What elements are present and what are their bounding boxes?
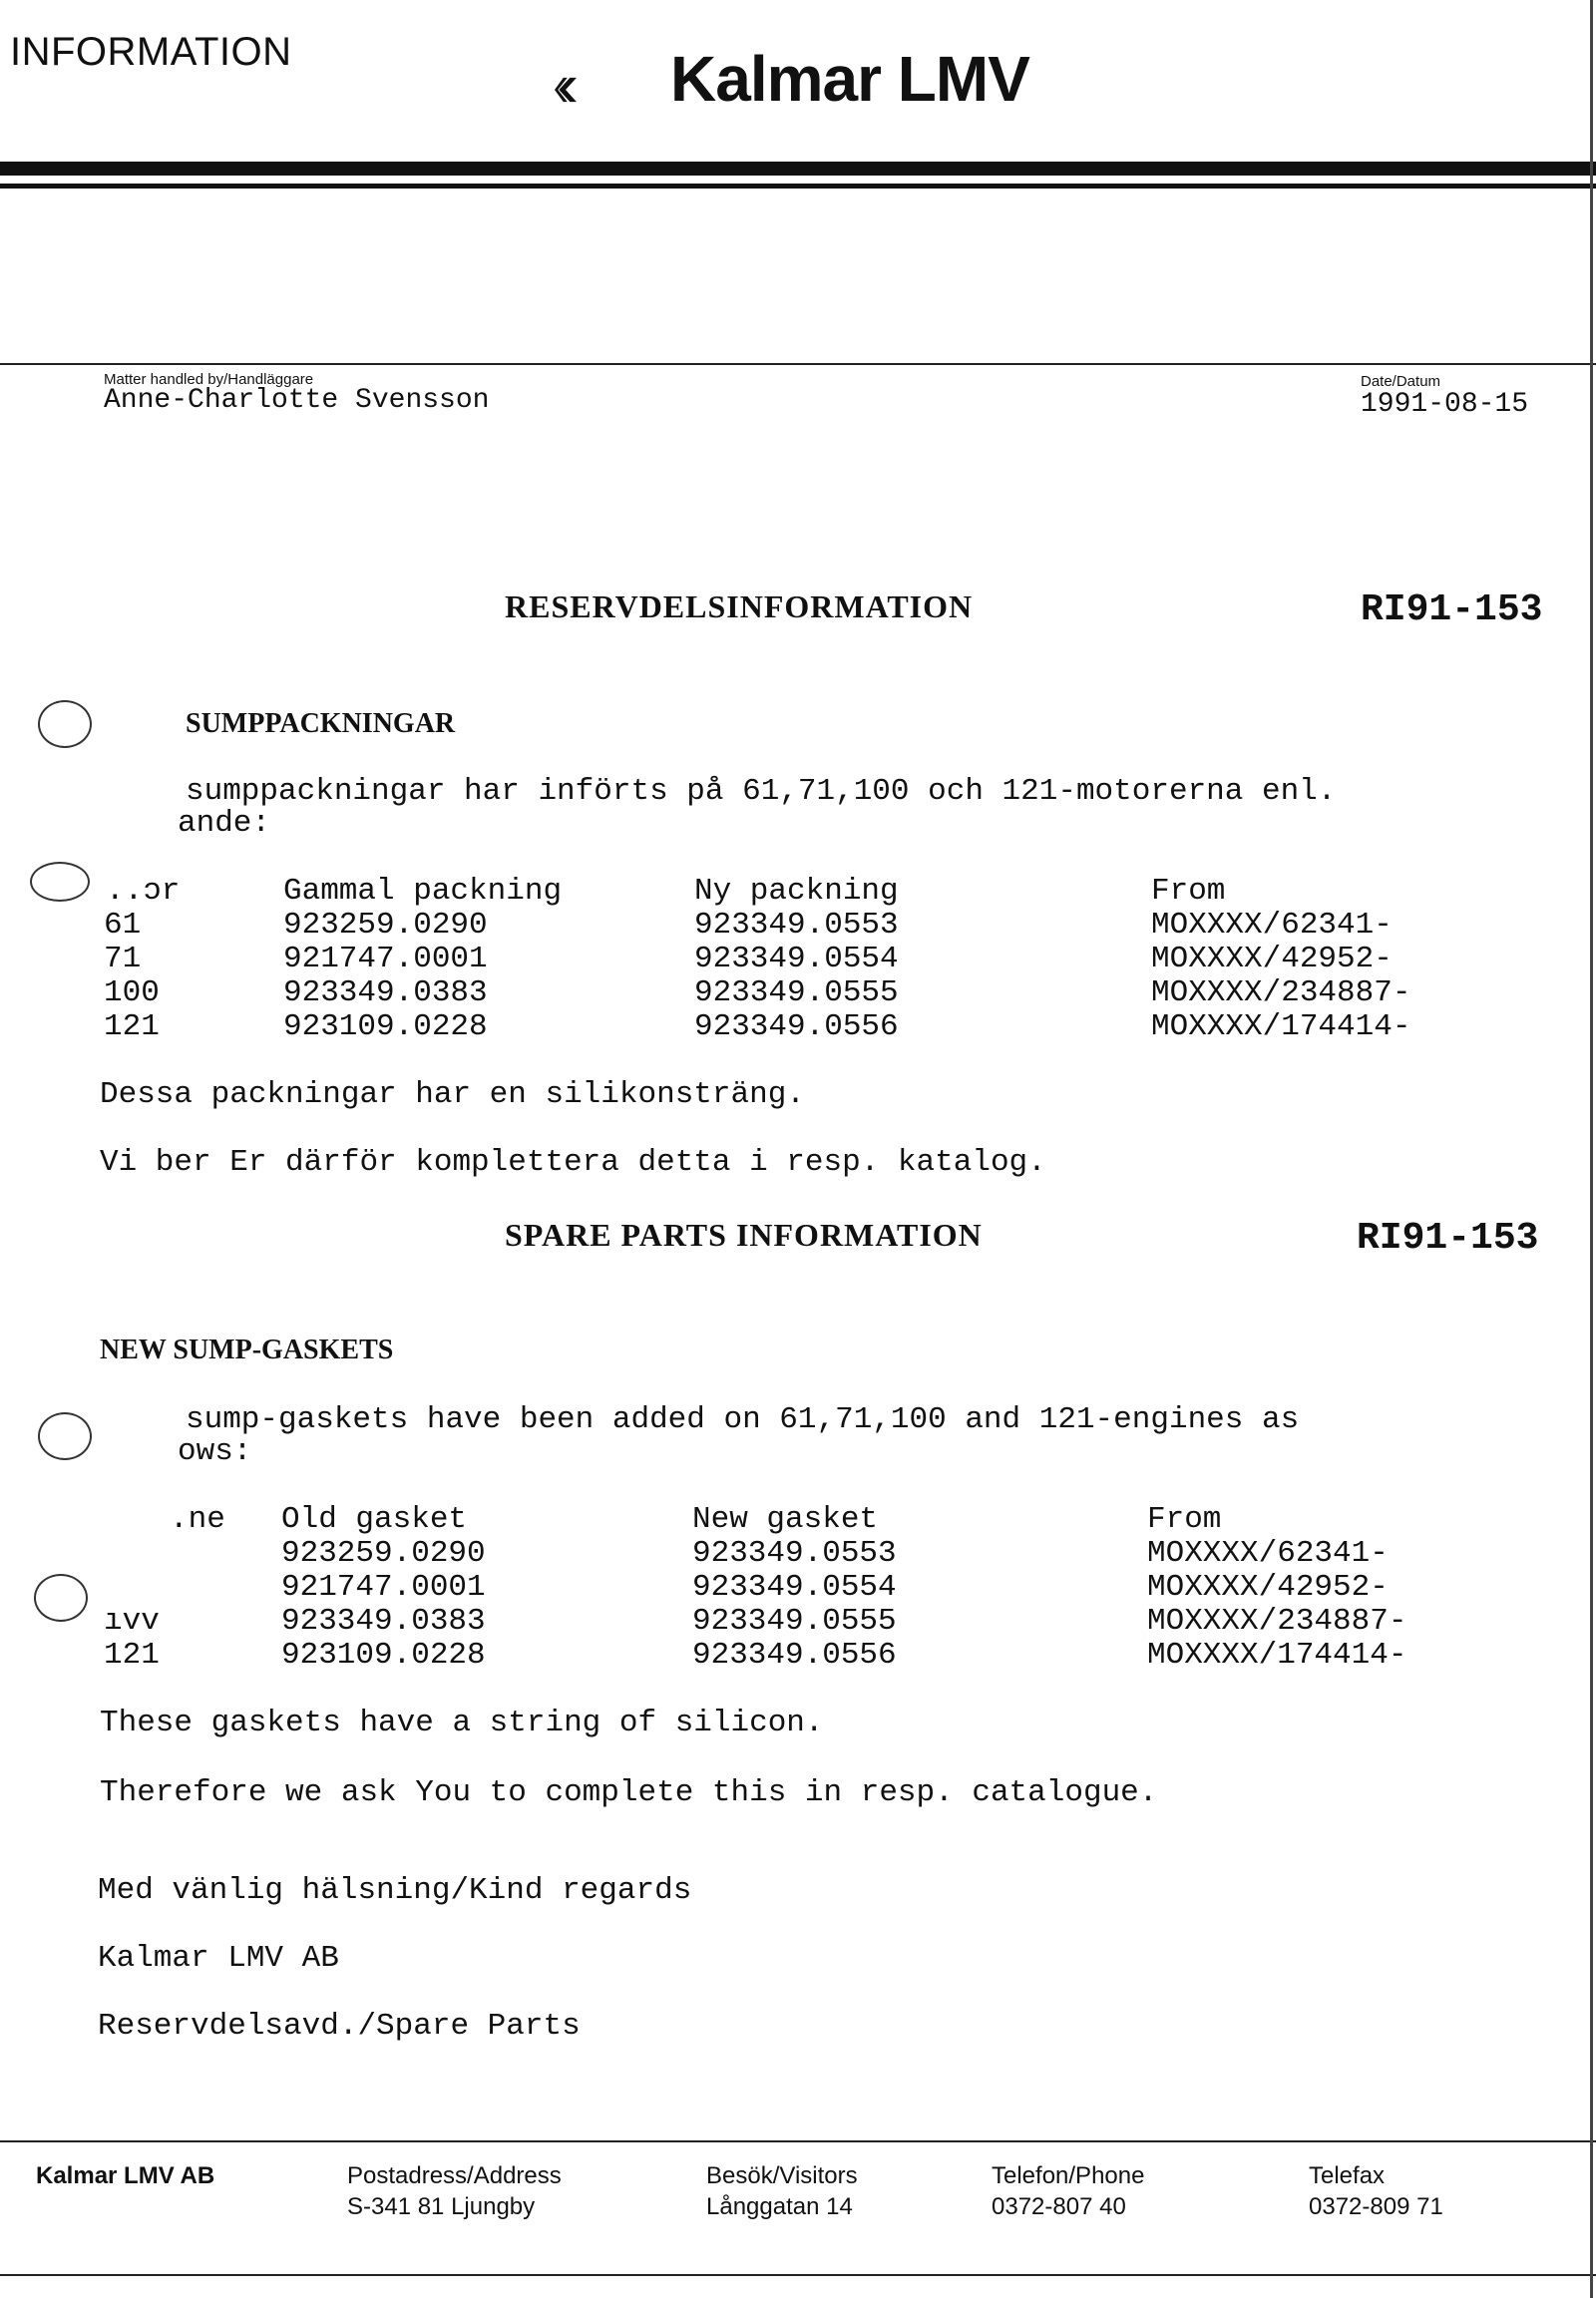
table-cell: 923349.0554	[692, 1570, 897, 1605]
swedish-title: RESERVDELSINFORMATION	[505, 588, 974, 624]
table-cell: 923349.0383	[283, 975, 488, 1010]
table-cell: 121	[104, 1638, 160, 1673]
footer-rule-top	[0, 2140, 1596, 2142]
swedish-intro-line2: ande:	[178, 806, 271, 841]
footer-visitors-value: Långgatan 14	[706, 2193, 853, 2220]
table-cell: 121	[104, 1009, 160, 1044]
header-rule-lower	[0, 363, 1596, 365]
punch-hole	[38, 700, 92, 748]
swedish-subtitle: SUMPPACKNINGAR	[186, 708, 456, 739]
swedish-ref: RI91-153	[1361, 588, 1543, 631]
table-cell: 923109.0228	[281, 1638, 486, 1673]
table-cell: 923349.0554	[694, 942, 899, 976]
closing-regards: Med vänlig hälsning/Kind regards	[98, 1873, 692, 1908]
table-cell: 100	[104, 975, 160, 1010]
table-cell: 61	[104, 908, 142, 943]
table-header-old: Gammal packning	[283, 874, 563, 909]
punch-hole	[30, 862, 90, 902]
english-note-silicon: These gaskets have a string of silicon.	[100, 1706, 824, 1740]
table-header-old: Old gasket	[281, 1502, 468, 1537]
swedish-intro-line1: sumppackningar har införts på 61,71,100 och 121-motorerna enl.	[186, 774, 1337, 809]
closing-company: Kalmar LMV AB	[98, 1941, 339, 1976]
table-cell: 71	[104, 942, 142, 976]
footer-visitors	[706, 2160, 858, 2222]
english-intro-line2: ows:	[178, 1434, 252, 1469]
handled-by-name: Anne-Charlotte Svensson	[104, 385, 490, 416]
table-cell: 923259.0290	[283, 908, 488, 943]
footer-postal	[347, 2160, 562, 2222]
footer-fax	[1309, 2160, 1443, 2222]
table-header-from: From	[1147, 1502, 1222, 1537]
footer-visitors-label: Besök/Visitors	[706, 2162, 858, 2189]
kalmar-logo-icon	[555, 30, 664, 150]
english-subtitle: NEW SUMP-GASKETS	[100, 1335, 394, 1365]
table-header-new: New gasket	[692, 1502, 879, 1537]
table-cell: MOXXXX/174414-	[1147, 1638, 1407, 1673]
english-ref: RI91-153	[1357, 1217, 1539, 1260]
table-cell: 921747.0001	[283, 942, 488, 976]
table-cell: 923349.0556	[692, 1638, 897, 1673]
footer-fax-label: Telefax	[1309, 2162, 1386, 2189]
closing-department: Reservdelsavd./Spare Parts	[98, 2009, 581, 2044]
handled-by-label: Matter handled by/Handläggare	[104, 371, 314, 388]
table-cell: MOXXXX/42952-	[1151, 942, 1393, 976]
page-edge	[1590, 0, 1593, 2298]
footer-postal-label: Postadress/Address	[347, 2162, 562, 2189]
logo-text: Kalmar LMV	[670, 43, 1029, 115]
table-cell: 921747.0001	[281, 1570, 486, 1605]
header-rule-thick	[0, 162, 1596, 176]
table-cell: 923349.0555	[694, 975, 899, 1010]
table-cell: 923349.0556	[694, 1009, 899, 1044]
footer-phone-label: Telefon/Phone	[992, 2162, 1145, 2189]
header-rule-thin	[0, 184, 1596, 189]
date-value: 1991-08-15	[1361, 389, 1529, 420]
table-cell: 923349.0553	[692, 1536, 897, 1571]
table-cell: 923349.0553	[694, 908, 899, 943]
table-cell: MOXXXX/174414-	[1151, 1009, 1411, 1044]
table-cell: 923349.0383	[281, 1604, 486, 1639]
table-header-engine: .ne	[170, 1502, 225, 1537]
table-cell: 923259.0290	[281, 1536, 486, 1571]
english-note-catalogue: Therefore we ask You to complete this in resp. catalogue.	[100, 1775, 1158, 1810]
swedish-note-silicone: Dessa packningar har en silikonsträng.	[100, 1077, 805, 1112]
table-cell: MOXXXX/42952-	[1147, 1570, 1389, 1605]
header-label: INFORMATION	[10, 30, 292, 74]
table-cell: MOXXXX/234887-	[1147, 1604, 1407, 1639]
table-header-motor: ..ɔr	[106, 874, 181, 909]
punch-hole	[38, 1412, 92, 1460]
footer-phone	[992, 2160, 1144, 2222]
table-header-from: From	[1151, 874, 1226, 909]
table-cell: 923109.0228	[283, 1009, 488, 1044]
table-cell: 923349.0555	[692, 1604, 897, 1639]
table-cell: MOXXXX/234887-	[1151, 975, 1411, 1010]
english-title: SPARE PARTS INFORMATION	[505, 1217, 983, 1253]
swedish-note-catalog: Vi ber Er därför komplettera detta i resp. katalog.	[100, 1145, 1046, 1180]
footer-company: Kalmar LMV AB	[36, 2162, 215, 2189]
punch-hole	[34, 1574, 88, 1622]
footer-phone-value: 0372-807 40	[992, 2193, 1126, 2220]
table-header-new: Ny packning	[694, 874, 899, 909]
footer-rule-bottom	[0, 2274, 1596, 2276]
table-cell: ıvv	[104, 1604, 160, 1639]
table-cell: MOXXXX/62341-	[1147, 1536, 1389, 1571]
footer-fax-value: 0372-809 71	[1309, 2193, 1443, 2220]
date-label: Date/Datum	[1361, 373, 1441, 390]
footer-postal-value: S-341 81 Ljungby	[347, 2193, 536, 2220]
english-intro-line1: sump-gaskets have been added on 61,71,100 and 121-engines as	[186, 1402, 1300, 1437]
table-cell: MOXXXX/62341-	[1151, 908, 1393, 943]
